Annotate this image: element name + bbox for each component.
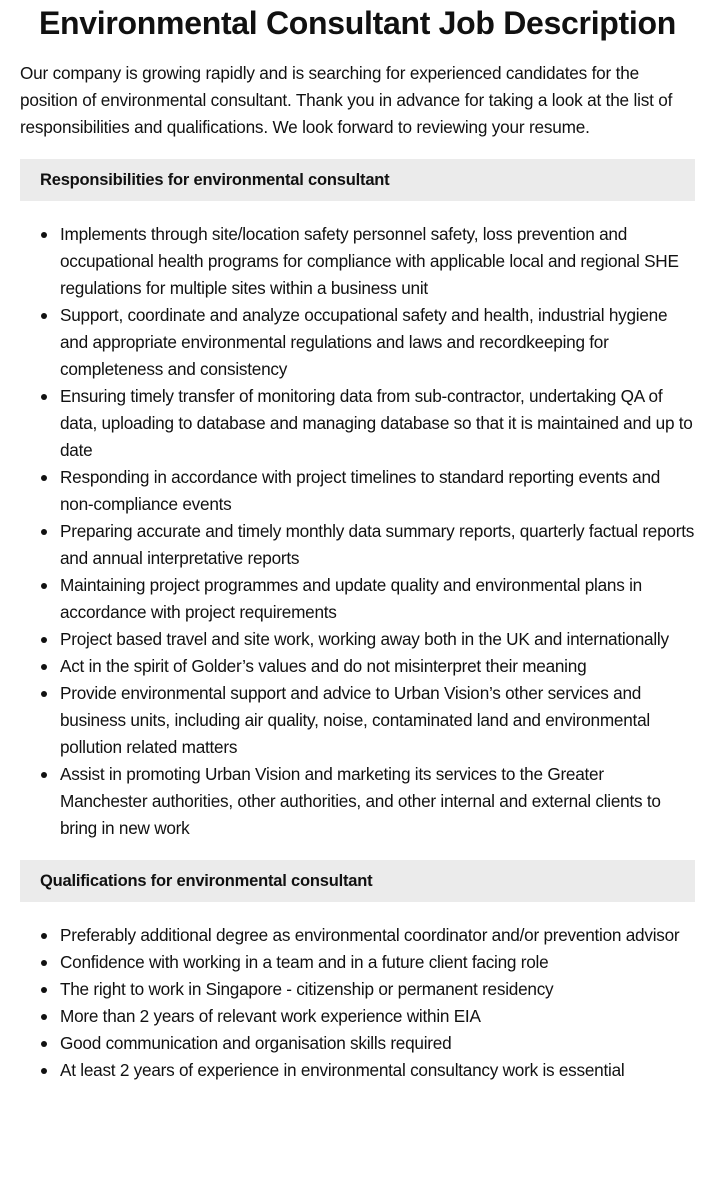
list-item: Project based travel and site work, working away both in the UK and internationally	[60, 626, 695, 653]
list-item: Maintaining project programmes and update quality and environmental plans in accordance with project requirements	[60, 572, 695, 626]
list-item: Good communication and organisation skills required	[60, 1030, 695, 1057]
bullet-icon	[41, 960, 47, 966]
responsibilities-heading: Responsibilities for environmental consultant	[20, 159, 695, 201]
responsibilities-list	[20, 221, 695, 842]
list-item: Assist in promoting Urban Vision and marketing its services to the Greater Manchester authorities, other authorities, and other internal and external clients to bring in new work	[60, 761, 695, 842]
bullet-icon	[41, 637, 47, 643]
list-item: Preparing accurate and timely monthly data summary reports, quarterly factual reports and annual interpretative reports	[60, 518, 695, 572]
qualifications-list	[20, 922, 695, 1084]
list-item: Provide environmental support and advice to Urban Vision’s other services and business units, including air quality, noise, contaminated land and environmental pollution related matters	[60, 680, 695, 761]
list-item: More than 2 years of relevant work experience within EIA	[60, 1003, 695, 1030]
list-item: Ensuring timely transfer of monitoring data from sub-contractor, undertaking QA of data, uploading to database and managing database so that it is maintained and up to date	[60, 383, 695, 464]
bullet-icon	[41, 933, 47, 939]
bullet-icon	[41, 1041, 47, 1047]
list-item: Support, coordinate and analyze occupational safety and health, industrial hygiene and appropriate environmental regulations and laws and recordkeeping for completeness and consistency	[60, 302, 695, 383]
bullet-icon	[41, 1014, 47, 1020]
list-item: At least 2 years of experience in environmental consultancy work is essential	[60, 1057, 695, 1084]
bullet-icon	[41, 232, 47, 238]
list-item: Implements through site/location safety personnel safety, loss prevention and occupational health programs for compliance with applicable local and regional SHE regulations for multiple sites within a business unit	[60, 221, 695, 302]
list-item: Act in the spirit of Golder’s values and do not misinterpret their meaning	[60, 653, 695, 680]
list-item: Preferably additional degree as environmental coordinator and/or prevention advisor	[60, 922, 695, 949]
list-item: Confidence with working in a team and in a future client facing role	[60, 949, 695, 976]
bullet-icon	[41, 529, 47, 535]
qualifications-heading: Qualifications for environmental consultant	[20, 860, 695, 902]
list-item: The right to work in Singapore - citizenship or permanent residency	[60, 976, 695, 1003]
bullet-icon	[41, 987, 47, 993]
list-item: Responding in accordance with project timelines to standard reporting events and non-compliance events	[60, 464, 695, 518]
bullet-icon	[41, 394, 47, 400]
bullet-icon	[41, 313, 47, 319]
bullet-icon	[41, 475, 47, 481]
page-title: Environmental Consultant Job Description	[39, 5, 676, 41]
bullet-icon	[41, 664, 47, 670]
intro-paragraph: Our company is growing rapidly and is searching for experienced candidates for the position of environmental consultant. Thank you in advance for taking a look at the list of responsibilities and qualifications. We look forward to reviewing your resume.	[20, 63, 673, 137]
bullet-icon	[41, 691, 47, 697]
bullet-icon	[41, 583, 47, 589]
bullet-icon	[41, 1068, 47, 1074]
bullet-icon	[41, 772, 47, 778]
